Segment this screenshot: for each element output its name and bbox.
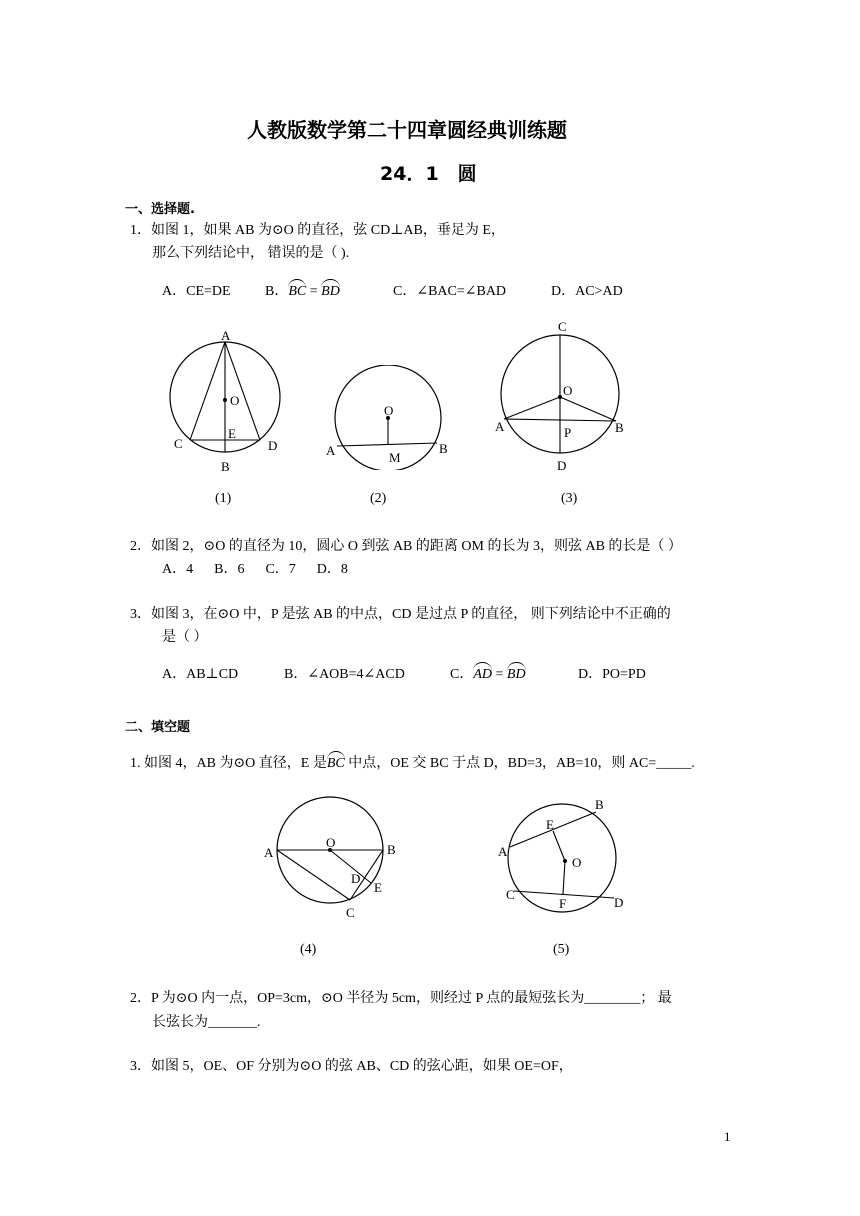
- q1-option-b: B．BC = BD: [265, 280, 340, 300]
- label-e: E: [546, 817, 554, 832]
- fill-q2-line2: 长弦长为_______.: [152, 1015, 261, 1030]
- figure-3-caption: (3): [561, 491, 578, 506]
- figure-5: [490, 795, 630, 920]
- label-a: A: [221, 328, 231, 343]
- q2-options: A．4 B．6 C．7 D．8: [162, 562, 348, 577]
- arc-bc: BC: [327, 753, 345, 772]
- figure-1: [160, 325, 300, 480]
- arc-bc: BC: [288, 281, 306, 300]
- q3-line1: 3．如图 3，在⊙O 中，P 是弦 AB 的中点，CD 是过点 P 的直径， 则下列结论中不正确的: [130, 607, 671, 622]
- label-b: B: [221, 459, 230, 474]
- q1-line2: 那么下列结论中， 错误的是（ ).: [152, 246, 350, 261]
- q1-option-a: A．CE=DE: [162, 284, 231, 299]
- section-2-heading: 二、填空题: [125, 720, 191, 735]
- label-p: P: [564, 425, 572, 440]
- label-d: D: [557, 458, 567, 473]
- label-e: E: [374, 880, 382, 895]
- label-d: D: [614, 895, 624, 910]
- q3-option-b: B．∠AOB=4∠ACD: [284, 667, 405, 682]
- label-b: B: [595, 797, 604, 812]
- label-b: B: [439, 441, 448, 456]
- q1-option-c: C．∠BAC=∠BAD: [393, 284, 507, 299]
- document-title: 人教版数学第二十四章圆经典训练题: [247, 118, 567, 142]
- label-o: O: [563, 383, 573, 398]
- fill-q3-line1: 3．如图 5，OE、OF 分别为⊙O 的弦 AB、CD 的弦心距，如果 OE=OF，: [130, 1059, 573, 1074]
- label-b: B: [387, 842, 396, 857]
- label-o: O: [326, 835, 336, 850]
- arc-ad: AD: [473, 664, 492, 683]
- section-subtitle: 24．1 圆: [380, 163, 477, 185]
- q1-line1: 1．如图 1，如果 AB 为⊙O 的直径，弦 CD⊥AB，垂足为 E，: [130, 223, 505, 238]
- label-m: M: [389, 450, 401, 465]
- label-a: A: [498, 844, 508, 859]
- figure-4-caption: (4): [300, 942, 317, 957]
- label-c: C: [506, 887, 515, 902]
- arc-bd: BD: [507, 664, 526, 683]
- q3-option-d: D．PO=PD: [578, 667, 646, 682]
- label-a: A: [264, 845, 274, 860]
- label-d: D: [351, 871, 361, 886]
- arc-bd: BD: [321, 281, 340, 300]
- section-1-heading: 一、选择题.: [125, 202, 195, 217]
- figure-2: [320, 365, 455, 470]
- label-c: C: [174, 436, 183, 451]
- label-o: O: [572, 855, 582, 870]
- q2-line1: 2．如图 2，⊙O 的直径为 10，圆心 O 到弦 AB 的距离 OM 的长为 3，则弦 AB 的长是（ ）: [130, 539, 682, 554]
- label-b: B: [615, 420, 624, 435]
- q3-option-a: A．AB⊥CD: [162, 667, 239, 682]
- page-number: 1: [724, 1129, 731, 1144]
- label-c: C: [346, 905, 355, 920]
- figure-5-caption: (5): [553, 942, 570, 957]
- figure-3: [490, 315, 630, 480]
- q3-line2: 是（ ）: [162, 630, 208, 645]
- label-d: D: [268, 438, 278, 453]
- q3-option-c: C．AD = BD: [450, 663, 526, 683]
- figure-4: [255, 795, 405, 925]
- label-f: F: [559, 896, 567, 911]
- label-e: E: [228, 426, 236, 441]
- label-a: A: [495, 419, 505, 434]
- label-o: O: [230, 393, 240, 408]
- q1-option-d: D．AC>AD: [551, 284, 623, 299]
- label-c: C: [558, 319, 567, 334]
- fill-q2-line1: 2．P 为⊙O 内一点，OP=3cm，⊙O 半径为 5cm，则经过 P 点的最短弦长为________； 最: [130, 991, 672, 1006]
- fill-q1: 1. 如图 4，AB 为⊙O 直径，E 是BC 中点，OE 交 BC 于点 D，BD=3，AB=10，则 AC=_____.: [130, 752, 695, 772]
- figure-1-caption: (1): [215, 491, 232, 506]
- label-o: O: [384, 403, 394, 418]
- figure-2-caption: (2): [370, 491, 387, 506]
- label-a: A: [326, 443, 336, 458]
